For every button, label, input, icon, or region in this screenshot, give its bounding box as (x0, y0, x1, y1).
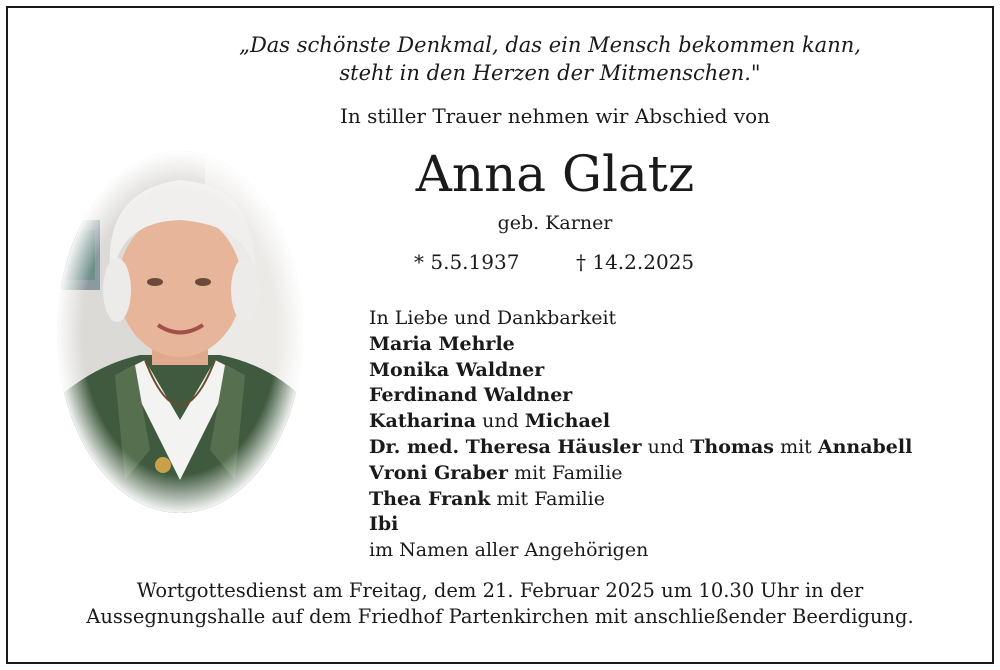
mourner-thomas: Thomas (690, 435, 775, 458)
service-line-2: Aussegnungshalle auf dem Friedhof Partenkirchen mit anschließender Beerdigung. (86, 605, 914, 628)
death-date: † 14.2.2025 (576, 250, 695, 274)
service-info (40, 578, 960, 630)
intro-text: In stiller Trauer nehmen wir Abschied von (339, 104, 771, 128)
mourners-list (369, 306, 989, 564)
mourners-closing: im Namen aller Angehörigen (369, 539, 649, 562)
mourner-ibi: Ibi (369, 513, 399, 536)
mourner-annabell: Annabell (817, 435, 913, 458)
mourner-katharina: Katharina (369, 410, 477, 433)
conjunction-und: und (647, 435, 685, 458)
mourner-vroni: Vroni Graber (369, 461, 509, 484)
mourner-michael: Michael (524, 410, 611, 433)
mourner-theresa: Dr. med. Theresa Häusler (369, 435, 642, 458)
service-line-1: Wortgottesdienst am Freitag, dem 21. Februar 2025 um 10.30 Uhr in der (136, 579, 864, 602)
maiden-name: geb. Karner (497, 212, 613, 234)
with-family-text: mit Familie (514, 461, 623, 484)
birth-date: * 5.5.1937 (414, 250, 520, 274)
portrait-photo (55, 150, 305, 515)
conjunction-mit: mit (780, 435, 812, 458)
mourner-maria: Maria Mehrle (369, 332, 515, 355)
conjunction-und: und (482, 410, 519, 433)
quote-line-2: steht in den Herzen der Mitmenschen." (339, 61, 761, 85)
with-family-text: mit Familie (496, 487, 605, 510)
quote-line-1: „Das schönste Denkmal, das ein Mensch bekommen kann, (239, 33, 861, 57)
mourner-ferdinand: Ferdinand Waldner (369, 384, 573, 407)
mourners-opening: In Liebe und Dankbarkeit (369, 307, 617, 329)
mourner-thea: Thea Frank (369, 487, 491, 510)
deceased-name: Anna Glatz (415, 145, 695, 203)
mourner-monika: Monika Waldner (369, 358, 545, 381)
